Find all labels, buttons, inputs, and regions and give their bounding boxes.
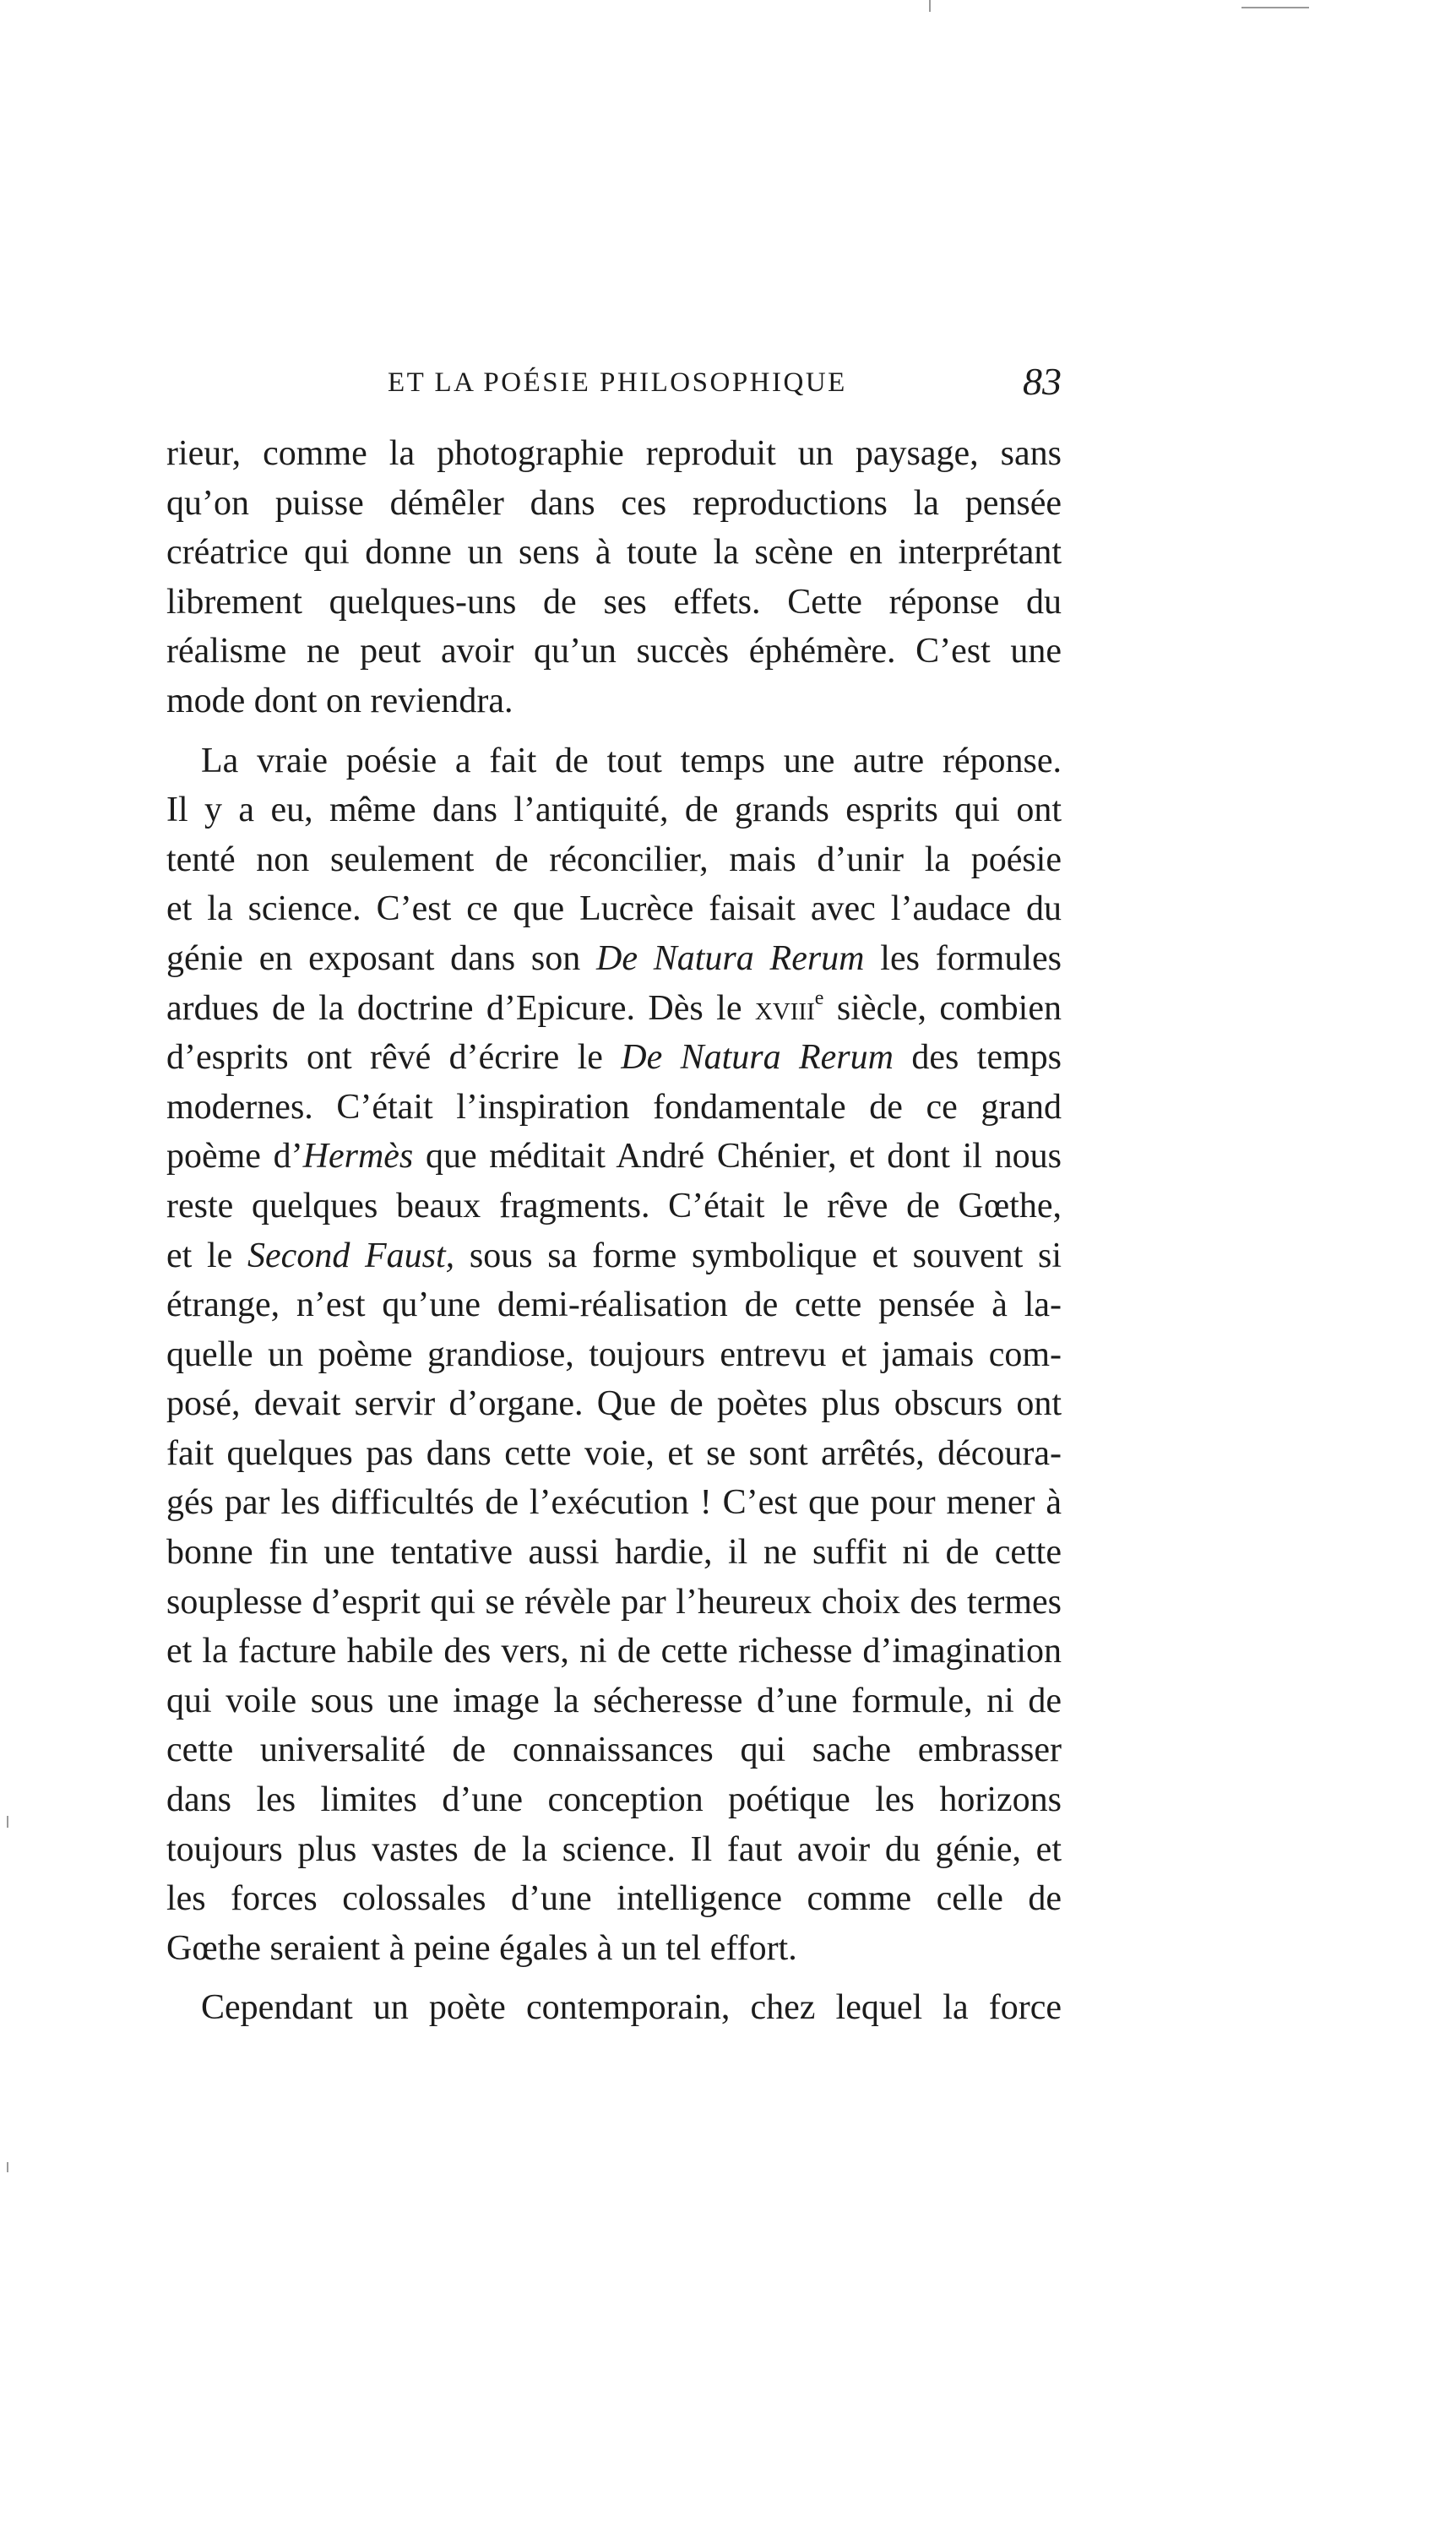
scan-edge-mark	[7, 1816, 8, 1828]
text-line	[166, 1429, 1062, 1479]
italic-title: De Natura Rerum	[621, 1038, 894, 1078]
text-run: bonne fin une tentative aussi hardie, il ne suffit ni de cette	[166, 1533, 1062, 1573]
italic-title: Hermès	[302, 1137, 414, 1177]
text-line	[166, 1231, 1062, 1281]
text-line	[166, 1182, 1062, 1231]
text-line	[166, 677, 1062, 726]
text-run: et le	[166, 1236, 248, 1275]
text-run: cette universalité de connaissances qui sache embrasser	[166, 1731, 1062, 1770]
text-line	[166, 736, 1062, 786]
text-line	[166, 884, 1062, 934]
text-run: réalisme ne peut avoir qu’un succès éphémère. C’est une	[166, 632, 1062, 671]
text-run: et la facture habile des vers, ni de cette richesse d’imagination	[166, 1632, 1062, 1671]
text-run: des temps	[893, 1038, 1062, 1078]
text-run: quelle un poème grandiose, toujours entrevu et jamais com-	[166, 1334, 1062, 1374]
body-text	[166, 429, 1062, 2033]
scan-edge-mark	[929, 0, 931, 12]
text-line	[166, 1874, 1062, 1924]
text-run: poème d’	[166, 1137, 303, 1177]
superscript: e	[814, 986, 824, 1009]
text-run: gés par les difficultés de l’exécution ! C’est que pour mener à	[166, 1483, 1062, 1523]
text-line	[166, 528, 1062, 578]
text-line	[166, 1677, 1062, 1726]
text-line	[166, 1725, 1062, 1775]
text-line	[166, 835, 1062, 885]
text-line	[166, 429, 1062, 479]
text-run: siècle, combien	[823, 988, 1062, 1028]
page-number: 83	[1023, 360, 1062, 403]
scan-edge-mark	[1241, 7, 1309, 8]
text-run: dans les limites d’une conception poétique les horizons	[166, 1780, 1062, 1820]
text-run: étrange, n’est qu’une demi-réalisation de cette pensée à la-	[166, 1285, 1062, 1325]
scan-edge-mark	[7, 2162, 8, 2172]
text-line	[166, 1033, 1062, 1083]
text-line	[166, 1983, 1062, 2033]
running-head	[166, 359, 1062, 410]
text-run: Il y a eu, même dans l’antiquité, de grands esprits qui ont	[166, 791, 1062, 830]
text-run: reste quelques beaux fragments. C’était le rêve de Gœthe,	[166, 1186, 1062, 1225]
text-line	[166, 1578, 1062, 1628]
text-run: les formules	[864, 938, 1062, 978]
text-line	[166, 1775, 1062, 1825]
text-line	[166, 1627, 1062, 1677]
text-run: Gœthe seraient à peine égales à un tel effort.	[166, 1928, 797, 1968]
italic-title: De Natura Rerum	[596, 938, 865, 978]
small-caps-numeral: xviii	[754, 988, 815, 1028]
text-run: que méditait André Chénier, et dont il nous	[413, 1137, 1062, 1177]
text-line	[166, 1280, 1062, 1330]
text-run: La vraie poésie a fait de tout temps une autre réponse.	[201, 741, 1062, 780]
text-run: ardues de la doctrine d’Epicure. Dès le	[166, 988, 755, 1028]
text-run: librement quelques-uns de ses effets. Cette réponse du	[166, 582, 1062, 622]
text-run: posé, devait servir d’organe. Que de poètes plus obscurs ont	[166, 1384, 1062, 1424]
paragraph-gap	[166, 726, 1062, 736]
text-line	[166, 1924, 1062, 1974]
paragraph-gap	[166, 1973, 1062, 1983]
text-run: qui voile sous une image la sécheresse d’une formule, ni de	[166, 1681, 1062, 1720]
text-line	[166, 1083, 1062, 1133]
text-line	[166, 1379, 1062, 1429]
text-run: rieur, comme la photographie reproduit un paysage, sans	[166, 434, 1062, 473]
text-run: qu’on puisse démêler dans ces reproductions la pensée	[166, 483, 1062, 523]
text-line	[166, 578, 1062, 628]
text-run: toujours plus vastes de la science. Il faut avoir du génie, et	[166, 1829, 1062, 1869]
text-run: mode dont on reviendra.	[166, 681, 513, 720]
text-run: créatrice qui donne un sens à toute la scène en interprétant	[166, 533, 1062, 573]
running-title: ET LA POÉSIE PHILOSOPHIQUE	[388, 367, 847, 398]
text-line	[166, 1825, 1062, 1875]
text-run: les forces colossales d’une intelligence comme celle de	[166, 1879, 1062, 1919]
text-run: Cependant un poète contemporain, chez lequel la force	[201, 1988, 1062, 2028]
text-line	[166, 1528, 1062, 1578]
text-run: sous sa forme symbolique et souvent si	[454, 1236, 1062, 1275]
text-line	[166, 479, 1062, 529]
text-run: génie en exposant dans son	[166, 938, 597, 978]
text-line	[166, 627, 1062, 677]
text-line	[166, 1478, 1062, 1528]
text-run: souplesse d’esprit qui se révèle par l’heureux choix des termes	[166, 1582, 1062, 1622]
text-line	[166, 984, 1062, 1034]
text-line	[166, 934, 1062, 984]
text-run: d’esprits ont rêvé d’écrire le	[166, 1038, 622, 1078]
text-line	[166, 1330, 1062, 1380]
text-run: fait quelques pas dans cette voie, et se sont arrêtés, découra-	[166, 1433, 1062, 1473]
italic-title: Second Faust,	[247, 1236, 455, 1275]
text-line	[166, 785, 1062, 835]
text-line	[166, 1132, 1062, 1182]
text-run: et la science. C’est ce que Lucrèce faisait avec l’audace du	[166, 889, 1062, 929]
text-run: modernes. C’était l’inspiration fondamentale de ce grand	[166, 1087, 1062, 1127]
text-run: tenté non seulement de réconcilier, mais d’unir la poésie	[166, 840, 1062, 879]
